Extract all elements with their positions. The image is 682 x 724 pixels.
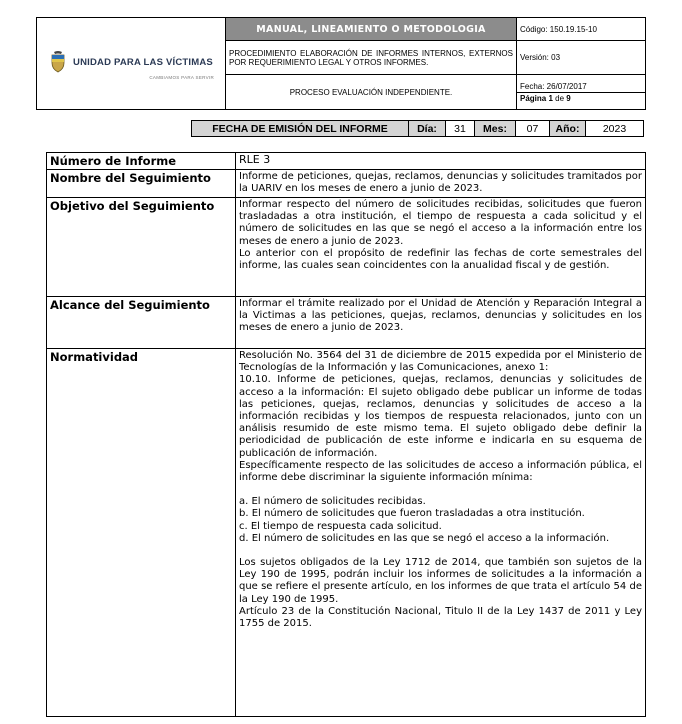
document-header xyxy=(36,17,646,110)
month-label: Mes: xyxy=(475,121,516,137)
norm-paragraph-2: 10.10. Informe de peticiones, quejas, reclamos, denuncias y solicitudes de acceso a la información: El sujeto obligado debe publicar un informe de todas las peticiones, quejas, reclamos, denuncias y solicitudes de acceso a la información recibidas y los tiempos de respuesta relacionados, junto con un análisis resumido de este mismo tema. El sujeto obligado debe definir la periodicidad de publicación de este informe e indicarla en su esquema de publicación de información. xyxy=(239,374,642,459)
procedure-name: PROCEDIMIENTO ELABORACIÓN DE INFORMES INTERNOS, EXTERNOS POR REQUERIMIENTO LEGAL Y OTROS INFORMES. xyxy=(226,41,517,75)
objective-label: Objetivo del Seguimiento xyxy=(47,198,236,297)
report-number-value: RLE 3 xyxy=(236,153,646,170)
norm-label: Normatividad xyxy=(47,349,236,717)
logo-tagline: CAMBIAMOS PARA SERVIR xyxy=(149,75,214,80)
scope-value: Informar el trámite realizado por el Unidad de Atención y Reparación Integral a la Victimas a las peticiones, quejas, reclamos, denuncias y solicitudes en los meses de enero a junio de 2023. xyxy=(236,297,646,349)
emission-label: FECHA DE EMISIÓN DEL INFORME xyxy=(192,121,409,137)
day-label: Día: xyxy=(409,121,446,137)
norm-list-item-b: b. El número de solicitudes que fueron trasladadas a otra institución. xyxy=(239,508,585,520)
report-number-label: Número de Informe xyxy=(47,153,236,170)
doc-code: Código: 150.19.15-10 xyxy=(517,18,646,41)
doc-version: Versión: 03 xyxy=(517,41,646,75)
coat-of-arms-icon xyxy=(49,51,67,73)
doc-type-title: MANUAL, LINEAMIENTO O METODOLOGIA xyxy=(226,18,517,41)
norm-paragraph-3: Específicamente respecto de las solicitudes de acceso a información pública, el informe debe discriminar la siguiente información mínima: xyxy=(239,459,642,484)
objective-cell xyxy=(236,198,646,297)
norm-paragraph-4: Los sujetos obligados de la Ley 1712 de 2014, que también son sujetos de la Ley 190 de 1995, podrán incluir los informes de solicitudes a la información a que se refiere el presente artículo, en los informes de que trata el artículo 54 de la Ley 190 de 1995. xyxy=(239,557,642,605)
report-name-label: Nombre del Seguimiento xyxy=(47,170,236,198)
norm-list-item-a: a. El número de solicitudes recibidas. xyxy=(239,496,426,508)
year-label: Año: xyxy=(550,121,586,137)
emission-date-table xyxy=(191,120,644,137)
unidad-victimas-logo xyxy=(40,51,222,73)
objective-text-2: Lo anterior con el propósito de redefinir las fechas de corte semestrales del informe, las cuales sean coincidentes con la anualidad fiscal y de gestión. xyxy=(239,247,642,272)
year-value: 2023 xyxy=(586,121,644,137)
norm-cell xyxy=(236,349,646,717)
norm-paragraph-1: Resolución No. 3564 del 31 de diciembre de 2015 expedida por el Ministerio de Tecnologías de la Información y las Comunicaciones, anexo 1: xyxy=(239,350,642,374)
report-name-value: Informe de peticiones, quejas, reclamos, denuncias y solicitudes tramitados por la UARIV en los meses de enero a junio de 2023. xyxy=(236,170,646,198)
month-value: 07 xyxy=(516,121,550,137)
norm-paragraph-5: Artículo 23 de la Constitución Nacional, Titulo II de la Ley 1437 de 2011 y Ley 1755 de 2015. xyxy=(239,605,642,630)
norm-list-item-d: d. El número de solicitudes en las que se negó el acceso a la información. xyxy=(239,532,610,544)
norm-list-item-c: c. El tiempo de respuesta cada solicitud. xyxy=(239,520,442,532)
scope-label: Alcance del Seguimiento xyxy=(47,297,236,349)
objective-text: Informar respecto del número de solicitudes recibidas, solicitudes que fueron trasladadas a otra institución, el tiempo de respuesta a cada solicitud y el número de solicitudes en las que se negó el acceso a la información entre los meses de enero a junio de 2023. xyxy=(239,199,642,247)
logo-cell xyxy=(37,18,226,110)
process-name: PROCESO EVALUACIÓN INDEPENDIENTE. xyxy=(226,75,517,110)
day-value: 31 xyxy=(446,121,475,137)
page-indicator: Página 1 de 9 xyxy=(520,93,571,103)
date-page-cell xyxy=(517,75,646,110)
doc-date: Fecha: 26/07/2017 xyxy=(517,81,645,93)
report-info-table xyxy=(46,152,646,717)
logo-text: UNIDAD PARA LAS VÍCTIMAS xyxy=(73,56,213,68)
